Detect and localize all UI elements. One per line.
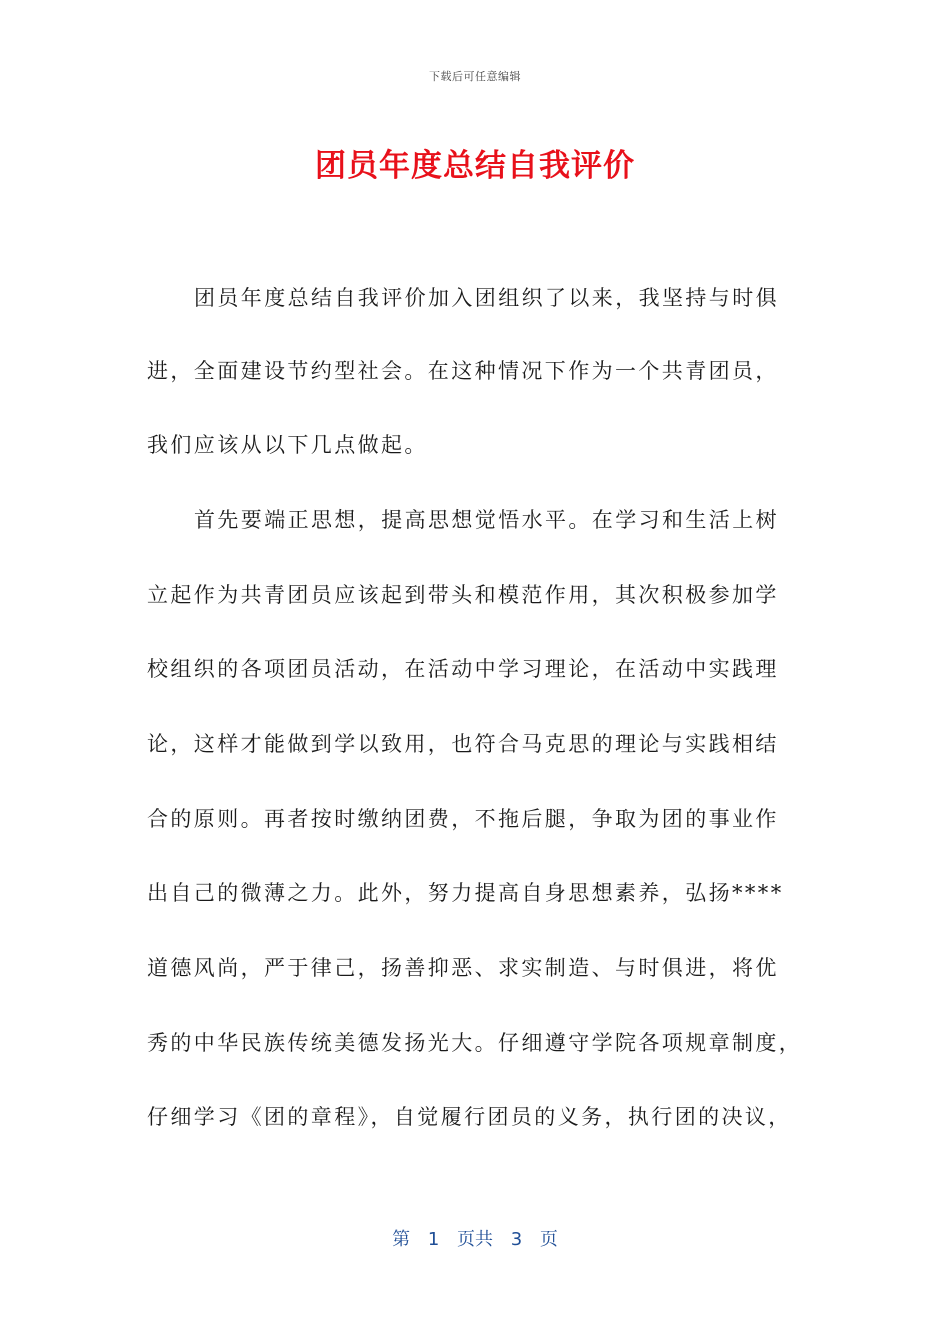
paragraph-1-line-1: 团员年度总结自我评价加入团组织了以来，我坚持与时俱 [194, 286, 779, 310]
paragraph-2-line-9: 仔细学习《团的章程》，自觉履行团员的义务，执行团的决议， [147, 1105, 792, 1129]
paragraph-2-line-3: 校组织的各项团员活动，在活动中学习理论，在活动中实践理 [147, 657, 779, 681]
total-pages-number: 3 [510, 1229, 523, 1250]
page-footer [0, 1225, 950, 1251]
paragraph-2-line-5: 合的原则。再者按时缴纳团费，不拖后腿，争取为团的事业作 [147, 807, 779, 831]
paragraph-2-line-4: 论，这样才能做到学以致用，也符合马克思的理论与实践相结 [147, 732, 779, 756]
page-label-suffix: 页 [539, 1229, 558, 1250]
paragraph-1-line-2: 进，全面建设节约型社会。在这种情况下作为一个共青团员， [147, 359, 779, 383]
current-page-number: 1 [427, 1229, 440, 1250]
paragraph-2-line-8: 秀的中华民族传统美德发扬光大。仔细遵守学院各项规章制度， [147, 1031, 803, 1055]
paragraph-1-line-3: 我们应该从以下几点做起。 [147, 433, 428, 457]
document-title: 团员年度总结自我评价 [315, 148, 635, 184]
page-label-middle: 页共 [457, 1229, 493, 1250]
paragraph-2-line-1: 首先要端正思想，提高思想觉悟水平。在学习和生活上树 [194, 508, 779, 532]
paragraph-2-line-6: 出自己的微薄之力。此外，努力提高自身思想素养，弘扬**** [147, 881, 784, 905]
page-label-prefix: 第 [392, 1229, 411, 1250]
header-note: 下载后可任意编辑 [429, 70, 521, 83]
paragraph-2-line-7: 道德风尚，严于律己，扬善抑恶、求实制造、与时俱进，将优 [147, 956, 779, 980]
paragraph-2-line-2: 立起作为共青团员应该起到带头和模范作用，其次积极参加学 [147, 583, 779, 607]
